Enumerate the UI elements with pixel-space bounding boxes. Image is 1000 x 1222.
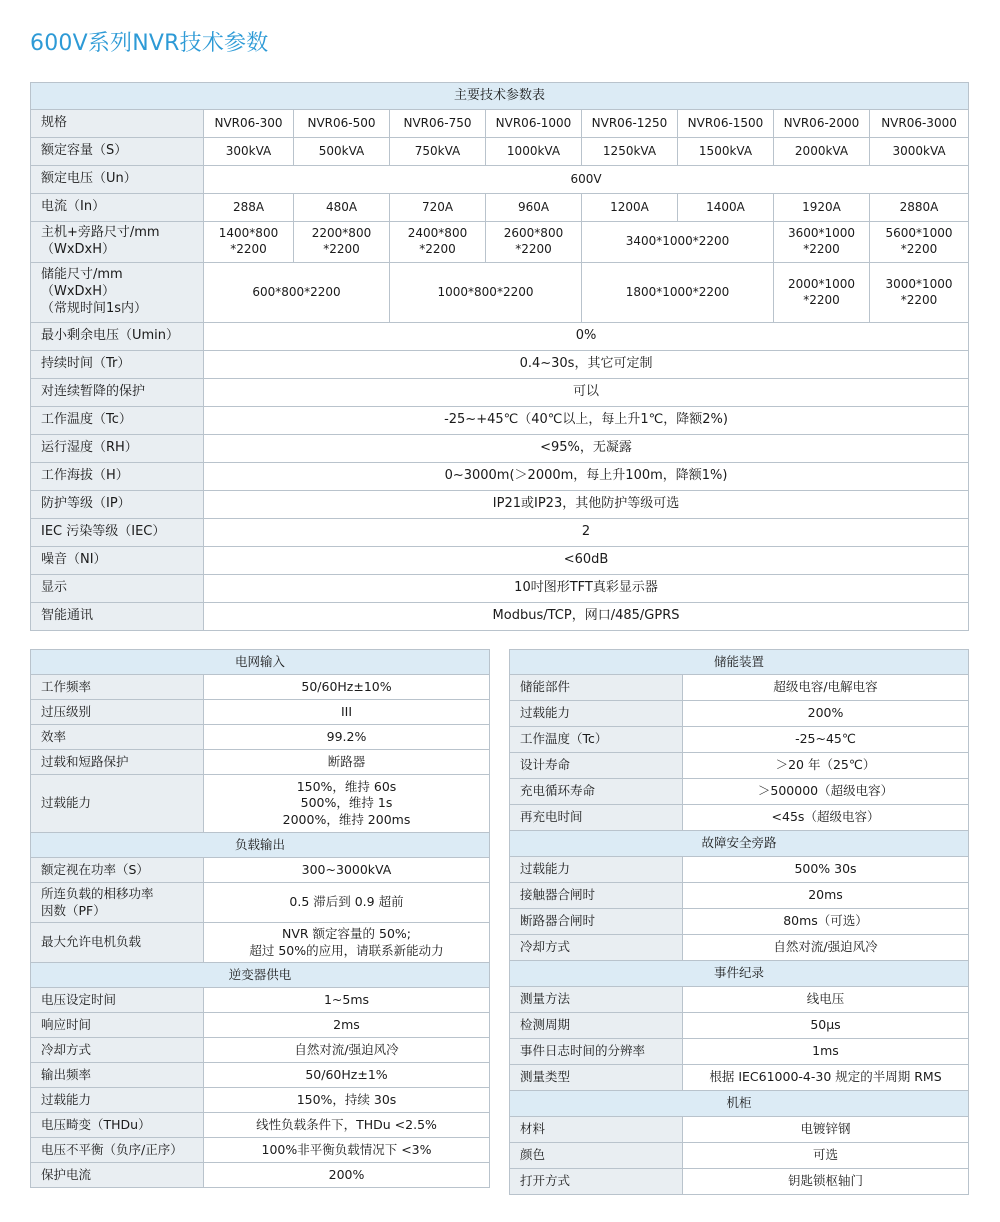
cell-line: 2000%，维持 200ms <box>282 811 411 827</box>
row-label: 颜色 <box>510 1143 683 1169</box>
cell-line: *2200 <box>900 292 938 307</box>
row-value: 自然对流/强迫风冷 <box>204 1038 490 1063</box>
table-row <box>31 519 969 547</box>
row-value: 200% <box>683 701 969 727</box>
row-value: 50/60Hz±10% <box>204 675 490 700</box>
row-value: 300~3000kVA <box>204 858 490 883</box>
row-value: 1~5ms <box>204 988 490 1013</box>
row-value: III <box>204 700 490 725</box>
table-row <box>31 750 490 775</box>
row-value: 自然对流/强迫风冷 <box>683 935 969 961</box>
current-cell: 1200A <box>582 194 678 222</box>
row-value: 200% <box>204 1163 490 1188</box>
row-label: 冷却方式 <box>31 1038 204 1063</box>
row-label: 电压畸变（THDu） <box>31 1113 204 1138</box>
row-value: 超级电容/电解电容 <box>683 675 969 701</box>
table-row <box>31 379 969 407</box>
label-line: 因数（PF） <box>41 902 106 918</box>
row-label <box>31 883 204 923</box>
capacity-cell: 1000kVA <box>486 138 582 166</box>
row-label: 测量类型 <box>510 1065 683 1091</box>
storage-dim-cell <box>774 263 870 323</box>
cell-line: *2200 <box>900 242 938 256</box>
capacity-cell: 500kVA <box>294 138 390 166</box>
row-value: -25~+45℃（40℃以上，每上升1℃，降额2%) <box>204 407 969 435</box>
capacity-cell: 1250kVA <box>582 138 678 166</box>
table-row <box>31 1063 490 1088</box>
row-label: 智能通讯 <box>31 603 204 631</box>
row-label: 再充电时间 <box>510 805 683 831</box>
cell-line: 150%，维持 60s <box>296 779 397 795</box>
capacity-cell: 3000kVA <box>870 138 969 166</box>
table-row <box>31 491 969 519</box>
row-label: 过压级别 <box>31 700 204 725</box>
table-row <box>31 194 969 222</box>
cell-line: *2200 <box>803 292 840 307</box>
storage-dim-cell <box>870 263 969 323</box>
row-value: Modbus/TCP，网口/485/GPRS <box>204 603 969 631</box>
row-value: 根据 IEC61000-4-30 规定的半周期 RMS <box>683 1065 969 1091</box>
row-label: 额定电压（Un） <box>31 166 204 194</box>
cell-line: *2200 <box>515 242 552 256</box>
model-cell: NVR06-500 <box>294 110 390 138</box>
table-row <box>510 675 969 701</box>
row-value: 电镀锌钢 <box>683 1117 969 1143</box>
row-value: 0~3000m(＞2000m，每上升100m，降额1%) <box>204 463 969 491</box>
model-cell: NVR06-1500 <box>678 110 774 138</box>
table-row <box>31 110 969 138</box>
row-label: 防护等级（IP） <box>31 491 204 519</box>
host-dim-cell <box>390 222 486 263</box>
cell-line: *2200 <box>803 242 840 256</box>
table-row <box>31 883 490 923</box>
row-label: 输出频率 <box>31 1063 204 1088</box>
table-row <box>31 1013 490 1038</box>
table-row <box>31 988 490 1013</box>
host-dim-cell <box>204 222 294 263</box>
row-value: 80ms（可选） <box>683 909 969 935</box>
cell-line: *2200 <box>419 242 456 256</box>
row-value: 10吋图形TFT真彩显示器 <box>204 575 969 603</box>
row-label: 运行湿度（RH） <box>31 435 204 463</box>
section-header: 储能装置 <box>510 650 969 675</box>
row-value: 钥匙锁枢轴门 <box>683 1169 969 1195</box>
label-line: （WxDxH） <box>41 242 116 257</box>
row-label: 最大允许电机负载 <box>31 923 204 963</box>
row-label: 工作温度（Tc） <box>510 727 683 753</box>
current-cell: 2880A <box>870 194 969 222</box>
section-header: 负载输出 <box>31 833 490 858</box>
row-label: 充电循环寿命 <box>510 779 683 805</box>
cell-line: 2200*800 <box>311 226 372 241</box>
row-label: 显示 <box>31 575 204 603</box>
row-label: 断路器合闸时 <box>510 909 683 935</box>
capacity-cell: 750kVA <box>390 138 486 166</box>
table-row <box>31 1138 490 1163</box>
current-cell: 480A <box>294 194 390 222</box>
row-label <box>31 263 204 323</box>
current-cell: 720A <box>390 194 486 222</box>
table-row <box>510 805 969 831</box>
table-row <box>510 883 969 909</box>
storage-dim-cell: 1800*1000*2200 <box>582 263 774 323</box>
row-value: 1ms <box>683 1039 969 1065</box>
storage-bypass-event-cabinet-table <box>509 649 969 1195</box>
row-value: 2 <box>204 519 969 547</box>
table-row <box>31 166 969 194</box>
page-title: 600V系列NVR技术参数 <box>30 31 269 56</box>
row-label: 过载能力 <box>510 701 683 727</box>
table-row <box>31 675 490 700</box>
capacity-cell: 2000kVA <box>774 138 870 166</box>
table-row <box>31 407 969 435</box>
row-value: <95%，无凝露 <box>204 435 969 463</box>
row-label: 储能部件 <box>510 675 683 701</box>
row-label: 保护电流 <box>31 1163 204 1188</box>
row-value <box>204 923 490 963</box>
cell-line: 2600*800 <box>503 226 564 241</box>
row-value: 断路器 <box>204 750 490 775</box>
row-label: 工作海拔（H） <box>31 463 204 491</box>
row-label: 材料 <box>510 1117 683 1143</box>
row-value: 0.5 滞后到 0.9 超前 <box>204 883 490 923</box>
section-header: 电网输入 <box>31 650 490 675</box>
row-value: <45s（超级电容） <box>683 805 969 831</box>
section-header: 事件纪录 <box>510 961 969 987</box>
cell-line: 3000*1000 <box>885 276 953 291</box>
host-dim-cell <box>870 222 969 263</box>
cell-line: NVR 额定容量的 50%; <box>281 926 412 942</box>
table-row <box>510 1169 969 1195</box>
main-spec-table <box>30 82 969 631</box>
table-row <box>510 1117 969 1143</box>
storage-dim-cell: 600*800*2200 <box>204 263 390 323</box>
table-row <box>510 857 969 883</box>
table-row <box>31 1038 490 1063</box>
model-cell: NVR06-300 <box>204 110 294 138</box>
table-row <box>31 575 969 603</box>
row-label: 检测周期 <box>510 1013 683 1039</box>
table-row <box>31 923 490 963</box>
model-cell: NVR06-750 <box>390 110 486 138</box>
model-cell: NVR06-1000 <box>486 110 582 138</box>
label-line: （常规时间1s内） <box>41 300 148 316</box>
table-row <box>31 263 969 323</box>
current-cell: 1920A <box>774 194 870 222</box>
cell-line: 2400*800 <box>407 226 468 241</box>
storage-dim-cell: 1000*800*2200 <box>390 263 582 323</box>
host-dim-cell <box>486 222 582 263</box>
table-row <box>510 701 969 727</box>
table-row <box>510 753 969 779</box>
table-row <box>31 138 969 166</box>
section-header: 逆变器供电 <box>31 963 490 988</box>
table-row <box>31 603 969 631</box>
cell-line: 1400*800 <box>218 226 279 241</box>
current-cell: 1400A <box>678 194 774 222</box>
row-label: 电压不平衡（负序/正序） <box>31 1138 204 1163</box>
row-label: 工作温度（Tc） <box>31 407 204 435</box>
table-row <box>510 1039 969 1065</box>
row-value: <60dB <box>204 547 969 575</box>
cell-line: 500%，维持 1s <box>300 795 393 811</box>
table-row <box>31 222 969 263</box>
section-header: 机柜 <box>510 1091 969 1117</box>
table-row <box>510 935 969 961</box>
row-label: 电压设定时间 <box>31 988 204 1013</box>
row-label: 噪音（NI） <box>31 547 204 575</box>
table-row <box>31 1113 490 1138</box>
capacity-cell: 1500kVA <box>678 138 774 166</box>
row-label <box>31 222 204 263</box>
row-value: 150%，持续 30s <box>204 1088 490 1113</box>
label-line: 储能尺寸/mm <box>41 267 123 283</box>
cell-line: *2200 <box>230 242 267 256</box>
section-header: 故障安全旁路 <box>510 831 969 857</box>
host-dim-cell <box>294 222 390 263</box>
table-row <box>31 858 490 883</box>
row-label: 响应时间 <box>31 1013 204 1038</box>
capacity-cell: 300kVA <box>204 138 294 166</box>
table-row <box>31 463 969 491</box>
label-line: 所连负载的相移功率 <box>41 886 154 902</box>
row-label: 规格 <box>31 110 204 138</box>
table-row <box>31 435 969 463</box>
table-row <box>31 351 969 379</box>
row-value: 0.4~30s，其它可定制 <box>204 351 969 379</box>
row-value: ＞500000（超级电容） <box>683 779 969 805</box>
cell-line: 3600*1000 <box>787 226 856 241</box>
row-label: 测量方法 <box>510 987 683 1013</box>
current-cell: 288A <box>204 194 294 222</box>
current-cell: 960A <box>486 194 582 222</box>
row-value: 99.2% <box>204 725 490 750</box>
row-value: 50/60Hz±1% <box>204 1063 490 1088</box>
row-label: 过载和短路保护 <box>31 750 204 775</box>
row-label: 事件日志时间的分辨率 <box>510 1039 683 1065</box>
model-cell: NVR06-2000 <box>774 110 870 138</box>
row-value: 0% <box>204 323 969 351</box>
table-row <box>510 987 969 1013</box>
table-row <box>510 909 969 935</box>
table-row <box>31 1163 490 1188</box>
table-row <box>31 547 969 575</box>
row-label: 接触器合闸时 <box>510 883 683 909</box>
row-value: IP21或IP23，其他防护等级可选 <box>204 491 969 519</box>
table-row <box>510 1013 969 1039</box>
row-label: 打开方式 <box>510 1169 683 1195</box>
row-label: 额定视在功率（S） <box>31 858 204 883</box>
label-line: 主机+旁路尺寸/mm <box>41 225 160 241</box>
row-value: 20ms <box>683 883 969 909</box>
row-label: 额定容量（S） <box>31 138 204 166</box>
row-value: 可选 <box>683 1143 969 1169</box>
table-row <box>31 1088 490 1113</box>
row-label: 对连续暂降的保护 <box>31 379 204 407</box>
row-label: 持续时间（Tr） <box>31 351 204 379</box>
table-row <box>510 1065 969 1091</box>
model-cell: NVR06-1250 <box>582 110 678 138</box>
row-value: 线电压 <box>683 987 969 1013</box>
model-cell: NVR06-3000 <box>870 110 969 138</box>
grid-load-inverter-table <box>30 649 490 1188</box>
cell-line: *2200 <box>323 242 360 256</box>
main-table-header: 主要技术参数表 <box>31 83 969 110</box>
row-label: 工作频率 <box>31 675 204 700</box>
cell-line: 5600*1000 <box>885 226 953 241</box>
row-label: 最小剩余电压（Umin） <box>31 323 204 351</box>
row-label: 过载能力 <box>510 857 683 883</box>
row-value: 50μs <box>683 1013 969 1039</box>
row-value: 2ms <box>204 1013 490 1038</box>
row-value: 可以 <box>204 379 969 407</box>
table-row <box>31 700 490 725</box>
cell-line: 2000*1000 <box>787 276 856 291</box>
cell-line: 超过 50%的应用，请联系新能动力 <box>249 942 444 958</box>
row-value: ＞20 年（25℃） <box>683 753 969 779</box>
host-dim-cell <box>774 222 870 263</box>
label-line: （WxDxH） <box>41 284 116 300</box>
voltage-cell: 600V <box>204 166 969 194</box>
row-label: IEC 污染等级（IEC） <box>31 519 204 547</box>
table-row <box>510 1143 969 1169</box>
row-label: 效率 <box>31 725 204 750</box>
table-row <box>510 779 969 805</box>
row-value: 500% 30s <box>683 857 969 883</box>
table-row <box>510 727 969 753</box>
row-label: 冷却方式 <box>510 935 683 961</box>
row-label: 设计寿命 <box>510 753 683 779</box>
row-value: 线性负载条件下，THDu <2.5% <box>204 1113 490 1138</box>
table-row <box>31 725 490 750</box>
row-label: 过载能力 <box>31 1088 204 1113</box>
table-row <box>31 323 969 351</box>
row-value: -25~45℃ <box>683 727 969 753</box>
table-row <box>31 775 490 833</box>
row-label: 电流（In） <box>31 194 204 222</box>
row-label: 过载能力 <box>31 775 204 833</box>
host-dim-cell: 3400*1000*2200 <box>582 222 774 263</box>
row-value <box>204 775 490 833</box>
row-value: 100%非平衡负载情况下 <3% <box>204 1138 490 1163</box>
